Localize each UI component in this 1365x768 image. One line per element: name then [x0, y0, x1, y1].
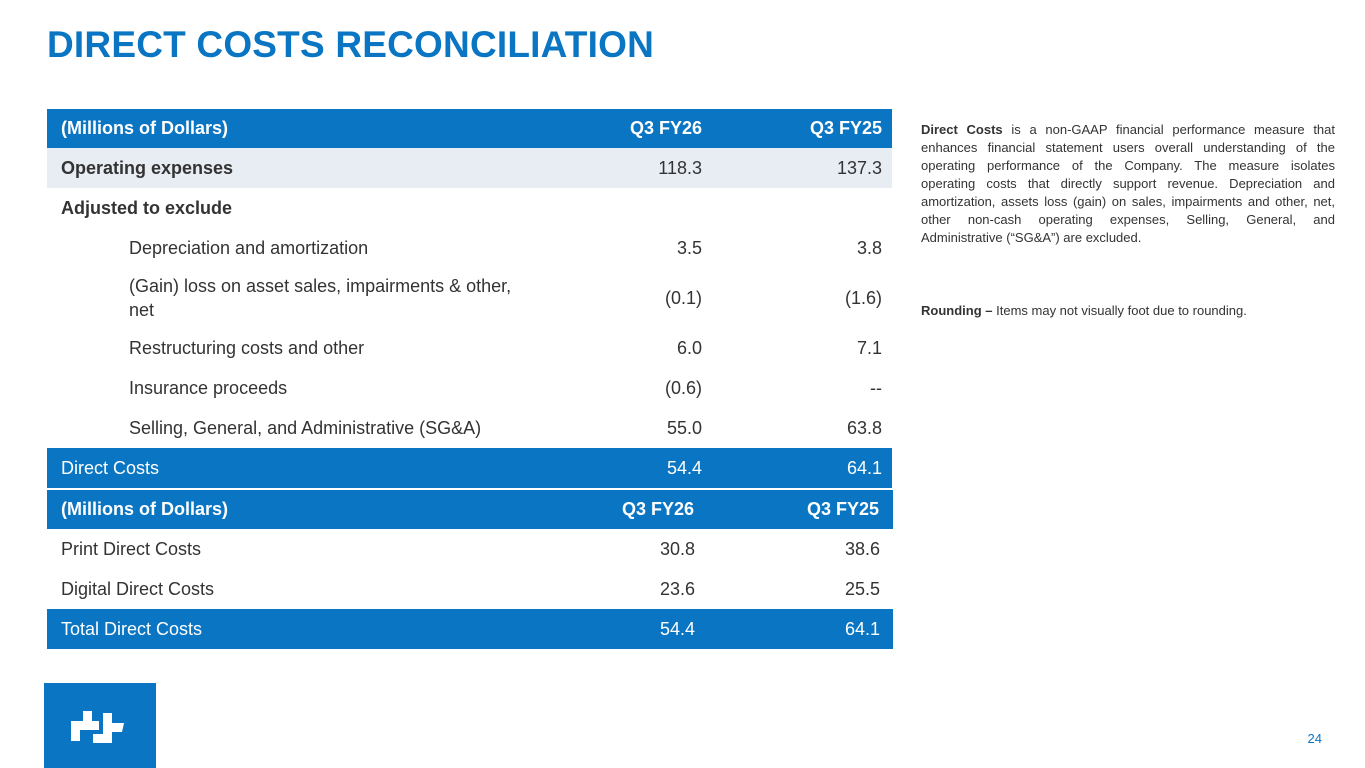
row-value-q3-fy25: 3.8 [856, 237, 882, 258]
total-value-q3-fy25: 64.1 [846, 457, 882, 478]
note-text: is a non-GAAP financial performance measure that enhances financial statement users overall understanding of the operating performance of the Company. The measure isolates operating costs that directly support revenue. Depreciation and amortization, assets loss (gain) on sales, impairments and other, net, other non-cash operating expenses, Selling, General, and Administrative (“SG&A”) are excluded. [921, 122, 1336, 245]
row-value-q3-fy25: 25.5 [844, 578, 880, 599]
row-value-q3-fy26: 6.0 [676, 337, 702, 358]
page-title: DIRECT COSTS RECONCILIATION [47, 24, 654, 65]
segment-direct-costs-table [47, 490, 893, 649]
row-value-q3-fy25: 38.6 [844, 538, 880, 559]
row-label: Digital Direct Costs [61, 578, 215, 599]
row-value-q3-fy26: 30.8 [659, 538, 695, 559]
row-value-q3-fy26: 23.6 [659, 578, 695, 599]
header-label: (Millions of Dollars) [61, 499, 229, 519]
row-value-q3-fy25: (1.6) [844, 287, 882, 308]
row-value-q3-fy26: 118.3 [658, 157, 702, 178]
company-logo [44, 683, 156, 768]
header-q3-fy26: Q3 FY26 [621, 499, 694, 519]
row-value-q3-fy26: (0.1) [664, 287, 702, 308]
row-value-q3-fy25: 63.8 [846, 417, 882, 438]
table-row [47, 328, 892, 368]
row-label: Restructuring costs and other [129, 338, 365, 358]
rounding-text: Items may not visually foot due to rounding. [992, 303, 1247, 318]
header-q3-fy25: Q3 FY25 [806, 499, 879, 519]
row-value-q3-fy26 [566, 188, 712, 228]
row-value-q3-fy25: 7.1 [856, 337, 882, 358]
row-label: Print Direct Costs [61, 538, 202, 559]
total-label: Direct Costs [61, 457, 160, 478]
row-label [47, 268, 566, 328]
table-row [47, 228, 892, 268]
header-label: (Millions of Dollars) [61, 118, 229, 138]
header-q3-fy26: Q3 FY26 [629, 118, 702, 138]
rounding-term: Rounding – [921, 303, 993, 318]
total-value-q3-fy26: 54.4 [659, 618, 695, 639]
rounding-note [921, 302, 1335, 320]
row-label: Selling, General, and Administrative (SG&A) [129, 418, 482, 438]
row-value-q3-fy26: (0.6) [664, 377, 702, 398]
table-row [47, 368, 892, 408]
table-row [47, 529, 893, 569]
table-row [47, 408, 892, 448]
row-label: Insurance proceeds [129, 378, 288, 398]
row-label-text: (Gain) loss on asset sales, impairments & other, net [129, 276, 512, 320]
table-row [47, 188, 892, 228]
page-number: 24 [1307, 731, 1322, 746]
header-q3-fy25: Q3 FY25 [809, 118, 882, 138]
table-row [47, 569, 893, 609]
table-header-row [47, 490, 893, 529]
row-value-q3-fy26: 3.5 [676, 237, 702, 258]
row-value-q3-fy26: 55.0 [666, 417, 702, 438]
table-row [47, 268, 892, 328]
row-label: Depreciation and amortization [129, 238, 369, 258]
table-row [47, 148, 892, 188]
direct-costs-table [47, 109, 892, 488]
total-value-q3-fy26: 54.4 [666, 457, 702, 478]
total-label: Total Direct Costs [61, 618, 203, 639]
direct-costs-note [921, 121, 1335, 247]
row-value-q3-fy25: 137.3 [836, 157, 882, 178]
row-label: Adjusted to exclude [61, 197, 233, 218]
row-value-q3-fy25: -- [870, 377, 882, 398]
company-logo-icon [66, 703, 136, 751]
table-header-row [47, 109, 892, 148]
total-value-q3-fy25: 64.1 [844, 618, 880, 639]
note-term: Direct Costs [921, 122, 1003, 137]
row-label: Operating expenses [61, 157, 234, 178]
total-row [47, 609, 893, 649]
row-value-q3-fy25 [712, 188, 892, 228]
total-row [47, 448, 892, 488]
